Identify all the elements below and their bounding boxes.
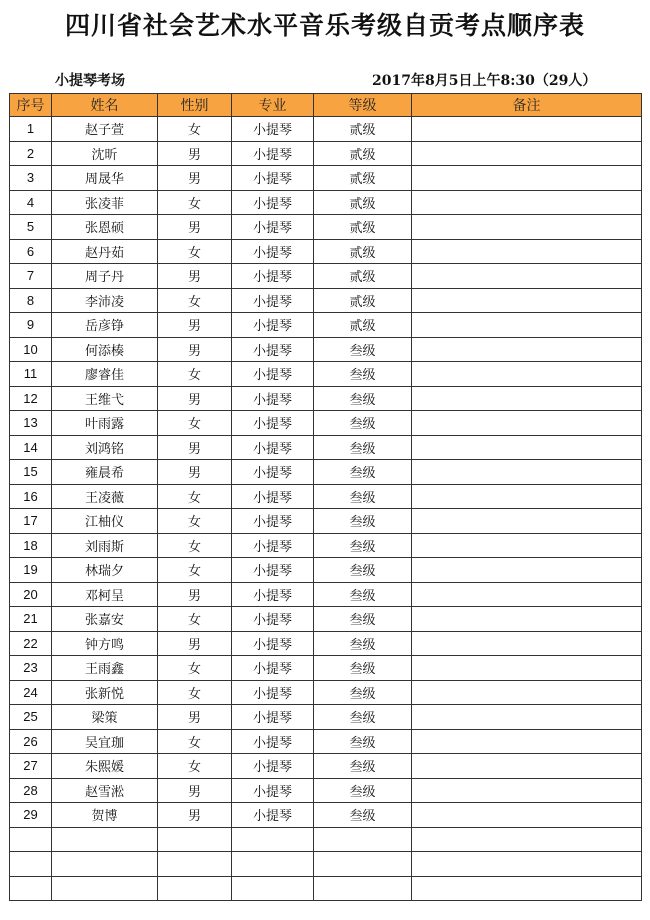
cell-grade: 叁级 — [314, 754, 412, 779]
cell-name: 叶雨露 — [52, 411, 158, 436]
table-row — [10, 705, 642, 730]
cell-gender — [158, 827, 232, 852]
cell-gender: 女 — [158, 362, 232, 387]
cell-grade: 叁级 — [314, 778, 412, 803]
cell-grade: 贰级 — [314, 117, 412, 142]
cell-note — [412, 190, 642, 215]
table-row — [10, 264, 642, 289]
cell-major: 小提琴 — [232, 215, 314, 240]
cell-note — [412, 362, 642, 387]
cell-major: 小提琴 — [232, 239, 314, 264]
cell-major: 小提琴 — [232, 533, 314, 558]
cell-grade: 贰级 — [314, 166, 412, 191]
cell-name: 刘雨斯 — [52, 533, 158, 558]
cell-name — [52, 876, 158, 901]
cell-gender: 女 — [158, 680, 232, 705]
cell-grade: 贰级 — [314, 239, 412, 264]
cell-gender — [158, 876, 232, 901]
cell-note — [412, 117, 642, 142]
cell-gender: 女 — [158, 509, 232, 534]
cell-seq: 1 — [10, 117, 52, 142]
cell-name: 钟方鸣 — [52, 631, 158, 656]
cell-name — [52, 852, 158, 877]
cell-seq: 9 — [10, 313, 52, 338]
cell-gender: 女 — [158, 607, 232, 632]
exam-time-info: 2017年8月5日上午8:30（29人） — [372, 73, 597, 89]
cell-major — [232, 852, 314, 877]
cell-name: 周晟华 — [52, 166, 158, 191]
cell-gender: 男 — [158, 141, 232, 166]
table-row — [10, 852, 642, 877]
cell-major: 小提琴 — [232, 558, 314, 583]
cell-major: 小提琴 — [232, 582, 314, 607]
cell-seq: 18 — [10, 533, 52, 558]
cell-grade: 叁级 — [314, 705, 412, 730]
cell-major: 小提琴 — [232, 117, 314, 142]
cell-note — [412, 827, 642, 852]
cell-name: 张嘉安 — [52, 607, 158, 632]
cell-note — [412, 239, 642, 264]
cell-name: 张新悦 — [52, 680, 158, 705]
cell-seq: 20 — [10, 582, 52, 607]
cell-name: 何添楱 — [52, 337, 158, 362]
table-row — [10, 729, 642, 754]
cell-note — [412, 484, 642, 509]
cell-seq: 22 — [10, 631, 52, 656]
cell-seq: 10 — [10, 337, 52, 362]
cell-grade — [314, 827, 412, 852]
cell-gender: 女 — [158, 533, 232, 558]
cell-name: 王凌薇 — [52, 484, 158, 509]
cell-note — [412, 729, 642, 754]
cell-major: 小提琴 — [232, 411, 314, 436]
cell-seq: 27 — [10, 754, 52, 779]
cell-seq: 25 — [10, 705, 52, 730]
table-row — [10, 607, 642, 632]
table-row — [10, 754, 642, 779]
cell-note — [412, 656, 642, 681]
cell-grade: 叁级 — [314, 680, 412, 705]
cell-gender: 男 — [158, 386, 232, 411]
cell-gender: 女 — [158, 656, 232, 681]
cell-major: 小提琴 — [232, 435, 314, 460]
cell-name: 廖睿佳 — [52, 362, 158, 387]
cell-note — [412, 705, 642, 730]
cell-name: 吴宜珈 — [52, 729, 158, 754]
cell-name: 江柚仪 — [52, 509, 158, 534]
cell-grade: 贰级 — [314, 264, 412, 289]
cell-gender: 男 — [158, 215, 232, 240]
cell-grade: 贰级 — [314, 190, 412, 215]
cell-note — [412, 460, 642, 485]
cell-note — [412, 288, 642, 313]
cell-gender: 女 — [158, 484, 232, 509]
cell-major: 小提琴 — [232, 705, 314, 730]
cell-grade: 叁级 — [314, 509, 412, 534]
cell-gender: 女 — [158, 190, 232, 215]
cell-gender: 男 — [158, 460, 232, 485]
cell-gender: 女 — [158, 558, 232, 583]
cell-note — [412, 803, 642, 828]
cell-major: 小提琴 — [232, 729, 314, 754]
cell-major: 小提琴 — [232, 337, 314, 362]
cell-note — [412, 166, 642, 191]
table-row — [10, 239, 642, 264]
cell-major: 小提琴 — [232, 460, 314, 485]
cell-seq: 15 — [10, 460, 52, 485]
table-row — [10, 631, 642, 656]
cell-major: 小提琴 — [232, 656, 314, 681]
table-row — [10, 337, 642, 362]
cell-name — [52, 827, 158, 852]
table-row — [10, 215, 642, 240]
cell-grade — [314, 852, 412, 877]
cell-name: 王维弋 — [52, 386, 158, 411]
cell-note — [412, 509, 642, 534]
cell-seq: 24 — [10, 680, 52, 705]
cell-note — [412, 754, 642, 779]
table-row — [10, 190, 642, 215]
cell-gender: 男 — [158, 778, 232, 803]
cell-seq: 17 — [10, 509, 52, 534]
table-row — [10, 362, 642, 387]
cell-gender: 女 — [158, 411, 232, 436]
cell-note — [412, 215, 642, 240]
cell-gender: 女 — [158, 754, 232, 779]
table-row — [10, 509, 642, 534]
cell-note — [412, 313, 642, 338]
cell-note — [412, 386, 642, 411]
cell-grade: 叁级 — [314, 607, 412, 632]
cell-name: 梁策 — [52, 705, 158, 730]
cell-grade: 叁级 — [314, 386, 412, 411]
cell-major: 小提琴 — [232, 509, 314, 534]
cell-note — [412, 411, 642, 436]
cell-grade: 叁级 — [314, 362, 412, 387]
table-row — [10, 876, 642, 901]
cell-seq: 12 — [10, 386, 52, 411]
table-row — [10, 435, 642, 460]
cell-note — [412, 852, 642, 877]
cell-name: 赵雪淞 — [52, 778, 158, 803]
table-row — [10, 827, 642, 852]
cell-major — [232, 827, 314, 852]
table-row — [10, 778, 642, 803]
cell-grade: 叁级 — [314, 533, 412, 558]
cell-seq: 29 — [10, 803, 52, 828]
table-row — [10, 386, 642, 411]
cell-name: 赵子萱 — [52, 117, 158, 142]
cell-gender: 男 — [158, 582, 232, 607]
cell-gender: 男 — [158, 803, 232, 828]
cell-grade — [314, 876, 412, 901]
table-row — [10, 166, 642, 191]
cell-note — [412, 141, 642, 166]
cell-grade: 叁级 — [314, 656, 412, 681]
cell-seq: 6 — [10, 239, 52, 264]
cell-major: 小提琴 — [232, 754, 314, 779]
cell-grade: 叁级 — [314, 631, 412, 656]
table-row — [10, 484, 642, 509]
cell-note — [412, 533, 642, 558]
cell-major — [232, 876, 314, 901]
cell-gender: 女 — [158, 729, 232, 754]
cell-gender: 男 — [158, 631, 232, 656]
header-note: 备注 — [412, 94, 642, 117]
cell-seq — [10, 827, 52, 852]
table-row — [10, 582, 642, 607]
cell-name: 邓柯呈 — [52, 582, 158, 607]
cell-major: 小提琴 — [232, 631, 314, 656]
cell-note — [412, 607, 642, 632]
cell-grade: 叁级 — [314, 729, 412, 754]
table-row — [10, 288, 642, 313]
header-name: 姓名 — [52, 94, 158, 117]
cell-name: 雍晨希 — [52, 460, 158, 485]
cell-gender: 男 — [158, 705, 232, 730]
cell-seq: 13 — [10, 411, 52, 436]
cell-gender: 男 — [158, 166, 232, 191]
cell-gender: 男 — [158, 337, 232, 362]
table-row — [10, 656, 642, 681]
table-row — [10, 680, 642, 705]
cell-note — [412, 264, 642, 289]
cell-seq: 8 — [10, 288, 52, 313]
cell-seq: 2 — [10, 141, 52, 166]
cell-note — [412, 558, 642, 583]
cell-note — [412, 778, 642, 803]
cell-gender: 男 — [158, 313, 232, 338]
header-gender: 性别 — [158, 94, 232, 117]
cell-seq: 16 — [10, 484, 52, 509]
cell-grade: 叁级 — [314, 411, 412, 436]
cell-major: 小提琴 — [232, 141, 314, 166]
cell-seq: 28 — [10, 778, 52, 803]
cell-seq — [10, 852, 52, 877]
cell-grade: 贰级 — [314, 215, 412, 240]
cell-note — [412, 435, 642, 460]
cell-name: 刘鸿铭 — [52, 435, 158, 460]
table-row — [10, 313, 642, 338]
cell-name: 岳彦铮 — [52, 313, 158, 338]
schedule-table — [9, 93, 642, 901]
page-title: 四川省社会艺术水平音乐考级自贡考点顺序表 — [64, 11, 585, 40]
cell-gender: 男 — [158, 264, 232, 289]
cell-seq — [10, 876, 52, 901]
cell-major: 小提琴 — [232, 778, 314, 803]
cell-name: 朱熙媛 — [52, 754, 158, 779]
table-row — [10, 558, 642, 583]
table-header-row — [10, 94, 642, 117]
cell-note — [412, 680, 642, 705]
cell-note — [412, 876, 642, 901]
cell-seq: 19 — [10, 558, 52, 583]
cell-name: 李沛凌 — [52, 288, 158, 313]
cell-major: 小提琴 — [232, 386, 314, 411]
venue-label: 小提琴考场 — [55, 73, 125, 89]
cell-seq: 21 — [10, 607, 52, 632]
cell-seq: 23 — [10, 656, 52, 681]
cell-major: 小提琴 — [232, 607, 314, 632]
table-row — [10, 460, 642, 485]
table-row — [10, 533, 642, 558]
cell-major: 小提琴 — [232, 313, 314, 338]
table-row — [10, 803, 642, 828]
cell-grade: 贰级 — [314, 288, 412, 313]
cell-name: 林瑞夕 — [52, 558, 158, 583]
cell-major: 小提琴 — [232, 362, 314, 387]
cell-gender: 女 — [158, 117, 232, 142]
header-major: 专业 — [232, 94, 314, 117]
cell-seq: 14 — [10, 435, 52, 460]
cell-grade: 叁级 — [314, 803, 412, 828]
cell-seq: 4 — [10, 190, 52, 215]
cell-major: 小提琴 — [232, 484, 314, 509]
header-grade: 等级 — [314, 94, 412, 117]
cell-note — [412, 631, 642, 656]
cell-note — [412, 337, 642, 362]
cell-name: 张凌菲 — [52, 190, 158, 215]
cell-name: 赵丹茹 — [52, 239, 158, 264]
cell-major: 小提琴 — [232, 803, 314, 828]
cell-seq: 11 — [10, 362, 52, 387]
cell-major: 小提琴 — [232, 288, 314, 313]
header-seq: 序号 — [10, 94, 52, 117]
cell-gender — [158, 852, 232, 877]
cell-seq: 5 — [10, 215, 52, 240]
table-body — [10, 117, 642, 901]
cell-name: 周子丹 — [52, 264, 158, 289]
cell-name: 沈昕 — [52, 141, 158, 166]
table-row — [10, 141, 642, 166]
cell-gender: 男 — [158, 435, 232, 460]
cell-note — [412, 582, 642, 607]
table-row — [10, 411, 642, 436]
cell-grade: 叁级 — [314, 460, 412, 485]
cell-grade: 叁级 — [314, 337, 412, 362]
cell-major: 小提琴 — [232, 190, 314, 215]
cell-grade: 叁级 — [314, 582, 412, 607]
cell-name: 贺博 — [52, 803, 158, 828]
cell-gender: 女 — [158, 239, 232, 264]
cell-grade: 贰级 — [314, 313, 412, 338]
cell-major: 小提琴 — [232, 166, 314, 191]
cell-grade: 叁级 — [314, 484, 412, 509]
cell-name: 王雨鑫 — [52, 656, 158, 681]
cell-major: 小提琴 — [232, 264, 314, 289]
cell-grade: 叁级 — [314, 558, 412, 583]
cell-seq: 3 — [10, 166, 52, 191]
cell-seq: 26 — [10, 729, 52, 754]
cell-seq: 7 — [10, 264, 52, 289]
cell-grade: 叁级 — [314, 435, 412, 460]
table-row — [10, 117, 642, 142]
cell-gender: 女 — [158, 288, 232, 313]
cell-grade: 贰级 — [314, 141, 412, 166]
cell-major: 小提琴 — [232, 680, 314, 705]
cell-name: 张恩硕 — [52, 215, 158, 240]
